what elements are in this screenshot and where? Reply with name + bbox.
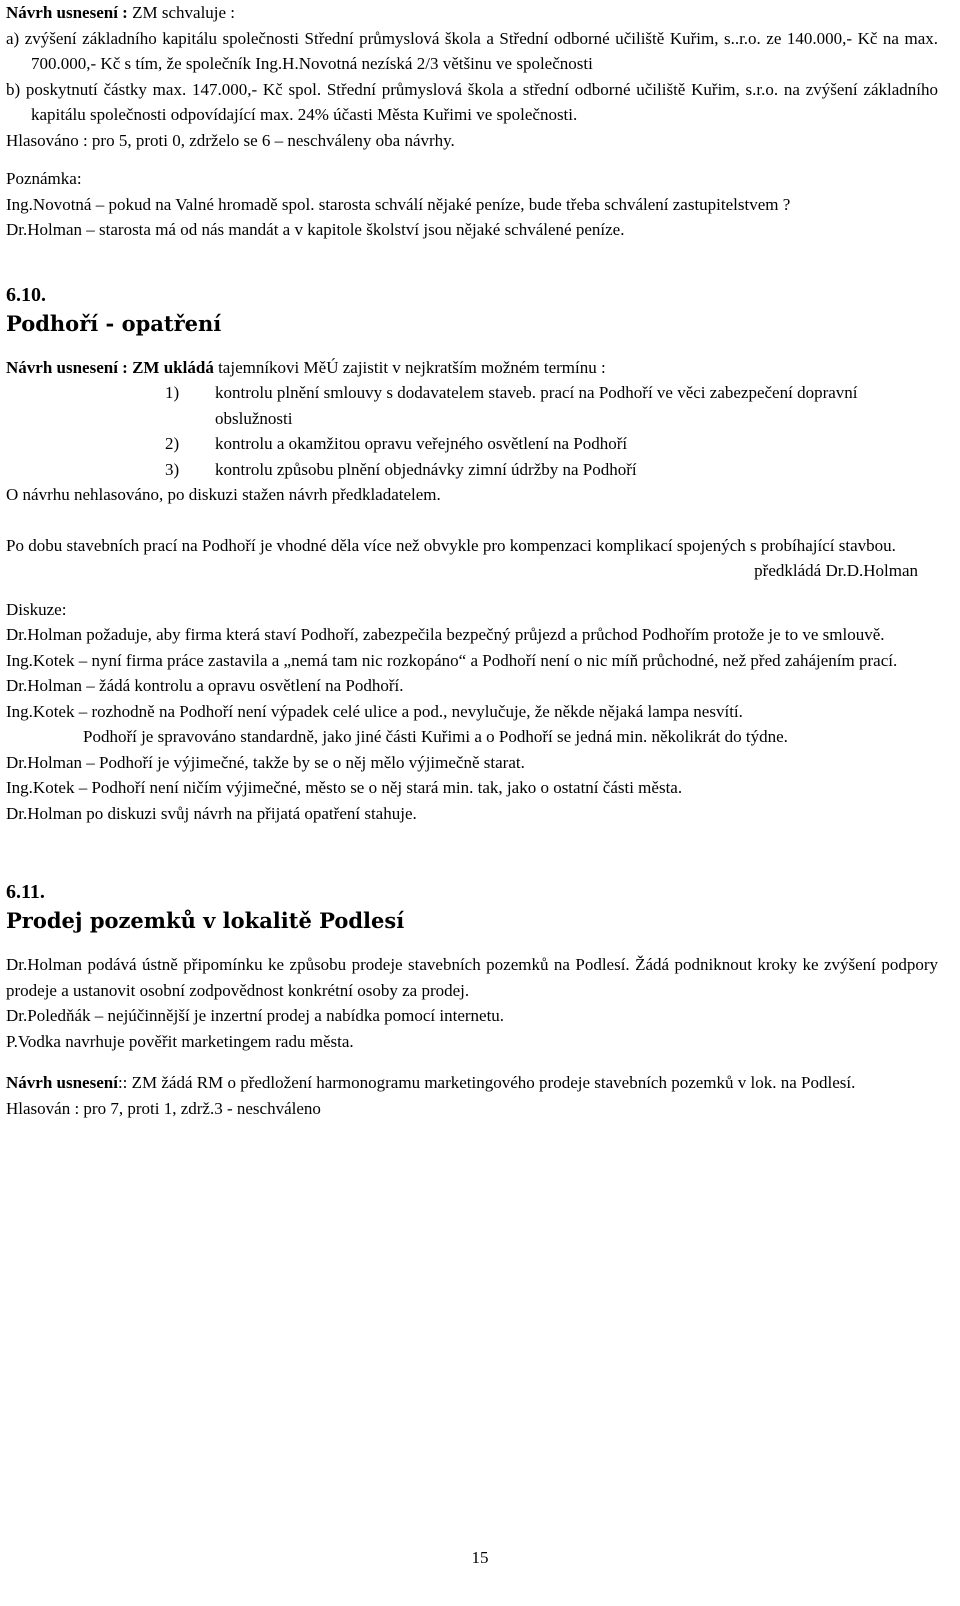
section-number: 6.10. xyxy=(6,283,46,306)
proposal-text: tajemníkovi MěÚ zajistit v nejkratším možném termínu : xyxy=(213,357,606,377)
list-item xyxy=(6,431,938,457)
page-number: 15 xyxy=(471,1548,489,1567)
list-number: 2) xyxy=(165,434,180,453)
discussion-line: Ing.Kotek – rozhodně na Podhoří není výpadek celé ulice a pod., nevylučuje, že někde nějaká lampa nesvítí. xyxy=(6,701,743,721)
discussion-label: Diskuze: xyxy=(6,599,67,619)
list-text: kontrolu způsobu plnění objednávky zimní údržby na Podhoří xyxy=(215,459,637,479)
discussion-line: Dr.Holman – žádá kontrolu a opravu osvětlení na Podhoří. xyxy=(6,676,404,695)
paragraph: Dr.Holman podává ústně připomínku ke způsobu prodeje stavebních pozemků na Podlesí. Žádá podniknout kroky ke zvýšení podpory prodeje a ustanovit osobní zodpovědnost konkrétní osoby za prodej. xyxy=(6,955,938,1000)
list-item xyxy=(6,457,938,483)
section-title: Prodej pozemků v lokalitě Podlesí xyxy=(6,908,405,933)
proposal-item-a: a) zvýšení základního kapitálu společnosti Střední průmyslová škola a Střední odborné učiliště Kuřim, s..r.o. ze 140.000,- Kč na max. 700.000,- Kč s tím, že společník Ing.H.Novotná nezíská 2/3 většinu ve společnosti xyxy=(6,28,938,73)
discussion-line: Dr.Holman po diskuzi svůj návrh na přijatá opatření stahuje. xyxy=(6,803,417,823)
note-line: Dr.Holman – starosta má od nás mandát a v kapitole školství jsou nějaké schválené peníze. xyxy=(6,220,625,239)
note-line: Ing.Novotná – pokud na Valné hromadě spol. starosta schválí nějaké peníze, bude třeba schválení zastupitelstvem ? xyxy=(6,194,791,214)
discussion-line: Ing.Kotek – Podhoří není ničím výjimečné, město se o něj stará min. tak, jako o ostatní části města. xyxy=(6,778,683,797)
discussion-line: Ing.Kotek – nyní firma práce zastavila a „nemá tam nic rozkopáno“ a Podhoří není o nic míň průchodné, než před zahájením prací. xyxy=(6,650,898,670)
proposal-label: Návrh usnesení : xyxy=(6,3,128,22)
section-number: 6.11. xyxy=(6,881,45,903)
list-text: kontrolu plnění smlouvy s dodavatelem staveb. prací na Podhoří ve věci zabezpečení dopravní obslužnosti xyxy=(215,383,858,428)
proposal-heading xyxy=(6,1070,938,1096)
note-label: Poznámka: xyxy=(6,169,82,188)
list-number: 1) xyxy=(165,383,180,402)
discussion-line: Dr.Holman – Podhoří je výjimečné, takže by se o něj mělo výjimečně starat. xyxy=(6,752,525,772)
paragraph: P.Vodka navrhuje pověřit marketingem radu města. xyxy=(6,1031,354,1051)
submitter: předkládá Dr.D.Holman xyxy=(754,561,918,580)
section-title: Podhoří - opatření xyxy=(6,310,222,336)
proposal-heading xyxy=(6,355,938,381)
list-item xyxy=(6,380,938,431)
list-number: 3) xyxy=(165,459,180,479)
discussion-line: Podhoří je spravováno standardně, jako jiné části Kuřimi a o Podhoří se jedná min. několikrát do týdne. xyxy=(83,727,788,746)
proposal-label: Návrh usnesení : ZM ukládá xyxy=(6,357,214,377)
discussion-line: Dr.Holman požaduje, aby firma která staví Podhoří, zabezpečila bezpečný průjezd a průchod Podhořím protože je to ve smlouvě. xyxy=(6,625,885,644)
withdrawn-note: O návrhu nehlasováno, po diskuzi stažen návrh předkladatelem. xyxy=(6,485,441,504)
proposal-label: Návrh usnesení xyxy=(6,1073,118,1092)
vote-result: Hlasován : pro 7, proti 1, zdrž.3 - neschváleno xyxy=(6,1098,321,1118)
vote-result: Hlasováno : pro 5, proti 0, zdrželo se 6 – neschváleny oba návrhy. xyxy=(6,130,455,150)
proposal-heading xyxy=(6,0,938,26)
proposal-text: ZM schvaluje : xyxy=(127,3,236,22)
paragraph: Dr.Poledňák – nejúčinnější je inzertní prodej a nabídka pomocí internetu. xyxy=(6,1006,505,1025)
document-page xyxy=(6,0,938,1121)
list-text: kontrolu a okamžitou opravu veřejného osvětlení na Podhoří xyxy=(215,434,628,453)
proposal-item-b: b) poskytnutí částky max. 147.000,- Kč spol. Střední průmyslová škola a střední odborné učiliště Kuřim, s.r.o. na zvýšení základního kapitálu společnosti odpovídající max. 24% účasti Města Kuřimi ve společnosti. xyxy=(6,79,938,124)
justification: Po dobu stavebních prací na Podhoří je vhodné děla více než obvykle pro kompenzaci komplikací spojených s probíhající stavbou. xyxy=(6,535,896,555)
proposal-text: :: ZM žádá RM o předložení harmonogramu marketingového prodeje stavebních pozemků v lok. na Podlesí. xyxy=(117,1073,856,1092)
